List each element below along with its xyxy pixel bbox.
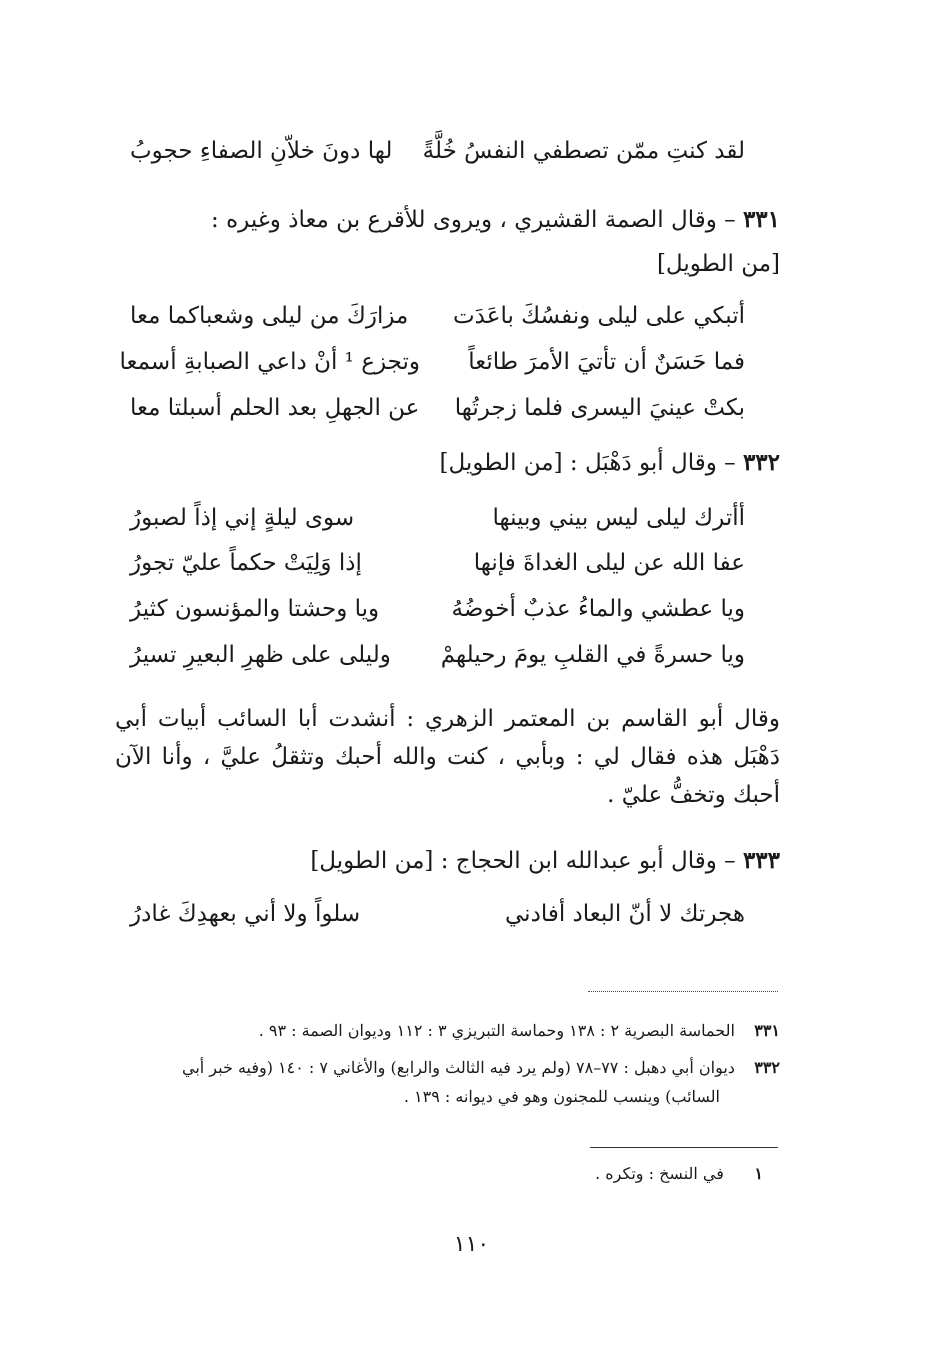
prose-paragraph: وقال أبو القاسم بن المعتمر الزهري : أنشدت أبا السائب أبيات أبي دَهْبَل هذه فقال لي : وبأبي ، كنت والله أحبك وتثقلُ عليَّ ، وأنا الآن أحبك وتخفُّ عليّ .: [115, 706, 780, 808]
verse-line: [130, 296, 745, 336]
meter-label: [من الطويل]: [439, 450, 563, 476]
entry-number: ٣٣٣: [742, 847, 780, 874]
entry-heading-332: [440, 443, 780, 483]
verse-second-hemistich: سوى ليلةٍ إني إذاً لصبورُ: [130, 505, 355, 531]
footnote-number: ٣٣١: [754, 1021, 780, 1040]
meter-label-331: [657, 244, 780, 284]
verse-second-hemistich: وليلى على ظهرِ البعيرِ تسيرُ: [130, 642, 391, 668]
verse-line: [130, 388, 745, 428]
verse-second-hemistich: إذا وَلِيَتْ حكماً عليّ تجورُ: [130, 550, 362, 576]
note-separator: [590, 1147, 778, 1148]
verse-second-hemistich: مزارَكَ من ليلى وشعباكما معا: [130, 303, 409, 329]
verse-first-hemistich: عفا الله عن ليلى الغداةَ فإنها: [473, 550, 745, 576]
page-number: ١١٠: [453, 1232, 490, 1257]
meter-label: [من الطويل]: [656, 251, 780, 277]
verse-line: [130, 589, 745, 629]
verse-second-hemistich: سلواً ولا أني بعهدِكَ غادرُ: [130, 901, 361, 927]
entry-heading-333: [310, 841, 780, 881]
entry-intro: – وقال الصمة القشيري ، ويروى للأقرع بن معاذ وغيره :: [211, 207, 736, 233]
footnote-text: الحماسة البصرية ٢ : ١٣٨ وحماسة التبريزي ٣ : ١١٢ وديوان الصمة : ٩٣ .: [258, 1021, 735, 1040]
footnote-text: ديوان أبي دهبل : ٧٧–٧٨ (ولم يرد فيه الثالث والرابع) والأغاني ٧ : ١٤٠ (وفيه خبر أبي: [181, 1058, 735, 1077]
verse-second-hemistich: وتجزع ¹ أنْ داعي الصبابةِ أسمعا: [119, 349, 420, 375]
verse-line: [130, 131, 745, 171]
verse-second-hemistich: لها دونَ خلاّنِ الصفاءِ حجوبُ: [130, 138, 393, 164]
meter-label: [من الطويل]: [310, 848, 434, 874]
note-text: في النسخ : وتكره .: [595, 1164, 724, 1183]
verse-first-hemistich: فما حَسَنٌ أن تأتيَ الأمرَ طائعاً: [468, 349, 745, 375]
footnote-331: [259, 1017, 780, 1045]
verse-first-hemistich: ويا حسرةً في القلبِ يومَ رحيلهمْ: [440, 642, 745, 668]
verse-line: [130, 543, 745, 583]
verse-first-hemistich: أتبكي على ليلى ونفسُكَ باعَدَت: [453, 303, 745, 329]
entry-heading-331: [211, 200, 780, 240]
verse-line: [119, 342, 745, 382]
entry-number: ٣٣١: [742, 206, 780, 233]
verse-line: [130, 894, 745, 934]
verse-first-hemistich: ويا عطشي والماءُ عذبٌ أخوضُهُ: [451, 596, 745, 622]
verse-first-hemistich: هجرتك لا أنّ البعاد أفادني: [505, 901, 745, 927]
footnote-number: ٣٣٢: [754, 1058, 780, 1077]
verse-second-hemistich: عن الجهلِ بعد الحلم أسبلتا معا: [130, 395, 420, 421]
verse-line: [130, 498, 745, 538]
entry-number: ٣٣٢: [742, 449, 780, 476]
verse-first-hemistich: لقد كنتِ ممّن تصطفي النفسُ خُلَّةً: [422, 138, 745, 164]
footnote-separator: [588, 991, 778, 992]
verse-first-hemistich: بكتْ عينيَ اليسرى فلما زجرتُها: [454, 395, 745, 421]
margin-note: [595, 1160, 763, 1188]
entry-intro: – وقال أبو عبدالله ابن الحجاج :: [440, 848, 736, 874]
verse-second-hemistich: ويا وحشتا والمؤنسون كثيرُ: [130, 596, 380, 622]
verse-first-hemistich: أأترك ليلى ليس بيني وبينها: [492, 505, 745, 531]
footnote-332: [182, 1054, 780, 1082]
verse-line: [130, 635, 745, 675]
footnote-continuation: السائب) وينسب للمجنون وهو في ديوانه : ١٣٩ .: [403, 1087, 720, 1106]
note-number: ١: [754, 1164, 763, 1183]
entry-intro: – وقال أبو دَهْبَل :: [569, 450, 736, 476]
